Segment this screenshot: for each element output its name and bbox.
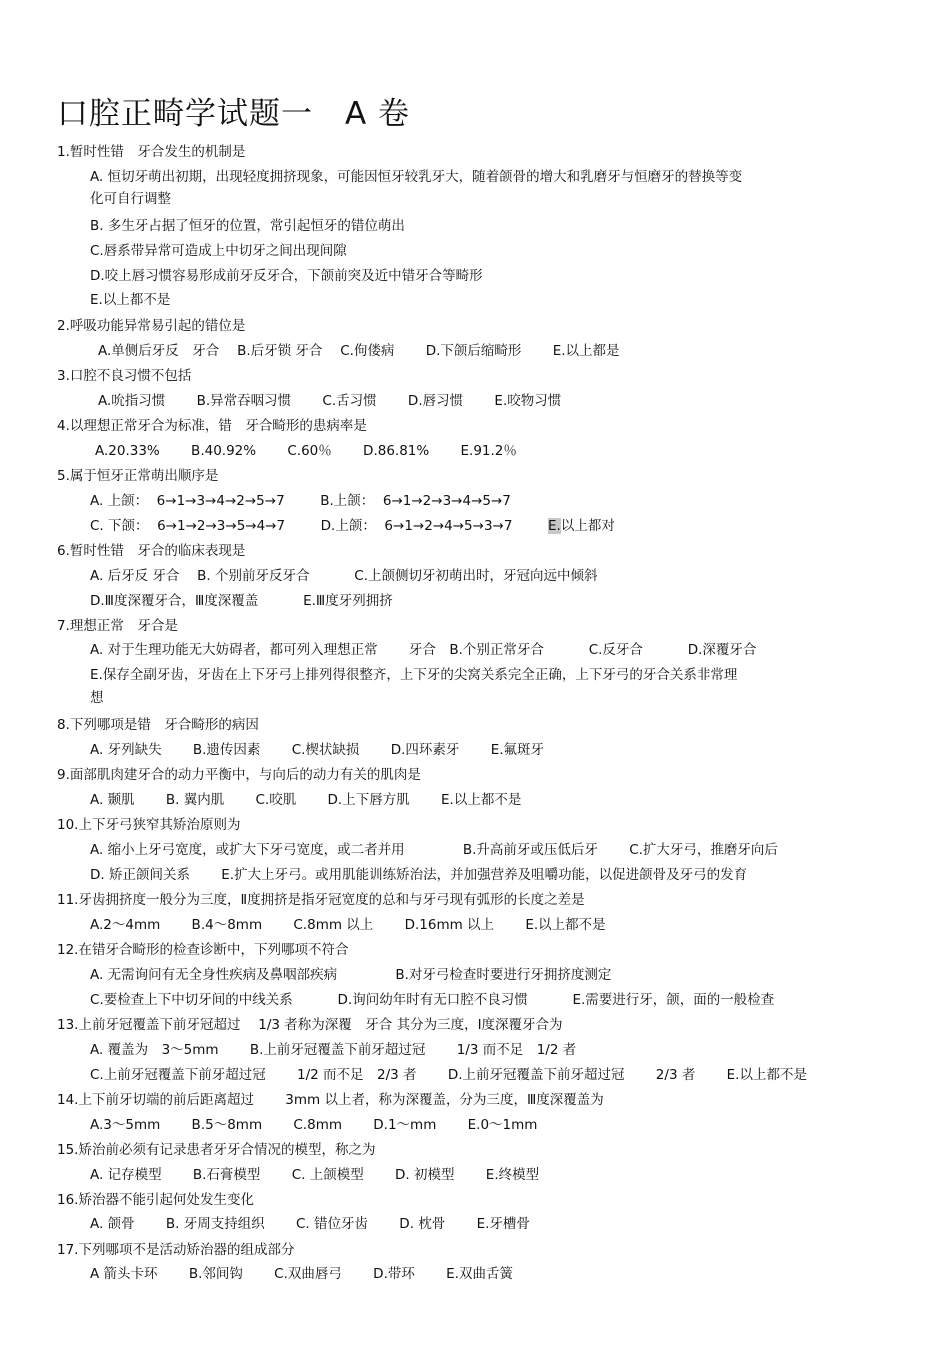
option-line: C.唇系带异常可造成上中切牙之间出现间隙 — [90, 243, 347, 259]
option-line: A.吮指习惯 B.异常吞咽习惯 C.舌习惯 D.唇习惯 E.咬物习惯 — [98, 393, 562, 409]
option-line: A. 覆盖为 3～5mm B.上前牙冠覆盖下前牙超过冠 1/3 而不足 1/2 者 — [90, 1042, 577, 1058]
option-line: 想 — [90, 690, 104, 706]
option-line: A. 记存模型 B.石膏模型 C. 上颌模型 D. 初模型 E.终模型 — [90, 1167, 540, 1183]
question-16: 16.矫治器不能引起何处发生变化 — [57, 1192, 254, 1208]
option-line: A. 缩小上牙弓宽度，或扩大下牙弓宽度，或二者并用 B.升高前牙或压低后牙 C.扩大牙弓，推磨牙向后 — [90, 842, 778, 858]
option-line: D. 矫正颌间关系 E.扩大上牙弓。或用肌能训练矫治法，并加强营养及咀嚼功能，以促进颌骨及牙弓的发育 — [90, 867, 748, 883]
option-line: D.Ⅲ度深覆牙合，Ⅲ度深覆盖 E.Ⅲ度牙列拥挤 — [90, 593, 393, 609]
option-line: A. 颞肌 B. 翼内肌 C.咬肌 D.上下唇方肌 E.以上都不是 — [90, 792, 522, 808]
option-line: A.20.33% B.40.92% C.60％ D.86.81% E.91.2％ — [95, 443, 517, 459]
option-text: C. 下颌： 6→1→2→3→5→4→7 D.上颌： 6→1→2→4→5→3→7 — [90, 518, 549, 534]
question-2: 2.呼吸功能异常易引起的错位是 — [57, 318, 246, 334]
question-15: 15.矫治前必须有记录患者牙牙合情况的模型，称之为 — [57, 1142, 376, 1158]
option-line: A. 恒切牙萌出初期，出现轻度拥挤现象，可能因恒牙较乳牙大，随着颌骨的增大和乳磨牙与恒磨牙的替换等变 — [90, 169, 743, 185]
option-line: A. 后牙反 牙合 B. 个别前牙反牙合 C.上颌侧切牙初萌出时，牙冠向远中倾斜 — [90, 568, 598, 584]
question-1: 1.暂时性错 牙合发生的机制是 — [57, 144, 246, 160]
question-11: 11.牙齿拥挤度一般分为三度，Ⅱ度拥挤是指牙冠宽度的总和与牙弓现有弧形的长度之差是 — [57, 892, 585, 908]
question-7: 7.理想正常 牙合是 — [57, 618, 178, 634]
option-line: A.3～5mm B.5～8mm C.8mm D.1～mm E.0～1mm — [90, 1117, 538, 1133]
option-line: A. 无需询问有无全身性疾病及鼻咽部疾病 B.对牙弓检查时要进行牙拥挤度测定 — [90, 967, 612, 983]
option-line: A.单侧后牙反 牙合 B.后牙锁 牙合 C.佝偻病 D.下颌后缩畸形 E.以上都是 — [98, 343, 620, 359]
option-line: C.上前牙冠覆盖下前牙超过冠 1/2 而不足 2/3 者 D.上前牙冠覆盖下前牙超过冠 2/3 者 E.以上都不是 — [90, 1067, 807, 1083]
option-line: E.以上都不是 — [90, 292, 171, 308]
question-14: 14.上下前牙切端的前后距离超过 3mm 以上者，称为深覆盖，分为三度，Ⅲ度深覆盖为 — [57, 1092, 604, 1108]
question-5: 5.属于恒牙正常萌出顺序是 — [57, 468, 219, 484]
option-line: B. 多生牙占据了恒牙的位置，常引起恒牙的错位萌出 — [90, 218, 405, 234]
option-text: 以上都对 — [560, 518, 615, 534]
question-9: 9.面部肌肉建牙合的动力平衡中，与向后的动力有关的肌肉是 — [57, 767, 421, 783]
option-line: C.要检查上下中切牙间的中线关系 D.询问幼年时有无口腔不良习惯 E.需要进行牙，颌，面的一般检查 — [90, 992, 775, 1008]
question-6: 6.暂时性错 牙合的临床表现是 — [57, 543, 246, 559]
option-line: 化可自行调整 — [90, 191, 171, 207]
option-line: A.2～4mm B.4～8mm C.8mm 以上 D.16mm 以上 E.以上都不是 — [90, 917, 606, 933]
highlighted-letter: E. — [548, 518, 561, 534]
question-4: 4.以理想正常牙合为标准，错 牙合畸形的患病率是 — [57, 418, 367, 434]
option-line: A 箭头卡环 B.邻间钩 C.双曲唇弓 D.带环 E.双曲舌簧 — [90, 1266, 513, 1282]
question-12: 12.在错牙合畸形的检查诊断中，下列哪项不符合 — [57, 942, 349, 958]
question-10: 10.上下牙弓狭窄其矫治原则为 — [57, 817, 241, 833]
question-8: 8.下列哪项是错 牙合畸形的病因 — [57, 717, 259, 733]
option-line: A. 颌骨 B. 牙周支持组织 C. 错位牙齿 D. 枕骨 E.牙槽骨 — [90, 1216, 530, 1232]
option-line: A. 上颌： 6→1→3→4→2→5→7 B.上颌： 6→1→2→3→4→5→7 — [90, 493, 511, 509]
option-line — [90, 516, 615, 536]
option-line: A. 对于生理功能无大妨碍者，都可列入理想正常 牙合 B.个别正常牙合 C.反牙合 D.深覆牙合 — [90, 642, 757, 658]
option-line: D.咬上唇习惯容易形成前牙反牙合，下颌前突及近中错牙合等畸形 — [90, 268, 483, 284]
question-17: 17.下列哪项不是活动矫治器的组成部分 — [57, 1242, 295, 1258]
question-13: 13.上前牙冠覆盖下前牙冠超过 1/3 者称为深覆 牙合 其分为三度，Ⅰ度深覆牙合为 — [57, 1017, 563, 1033]
page-title: 口腔正畸学试题一 A 卷 — [57, 96, 411, 132]
option-line: A. 牙列缺失 B.遗传因素 C.楔状缺损 D.四环素牙 E.氟斑牙 — [90, 742, 545, 758]
question-3: 3.口腔不良习惯不包括 — [57, 368, 192, 384]
option-line: E.保存全副牙齿，牙齿在上下牙弓上排列得很整齐，上下牙的尖窝关系完全正确，上下牙弓的牙合关系非常理 — [90, 667, 738, 683]
